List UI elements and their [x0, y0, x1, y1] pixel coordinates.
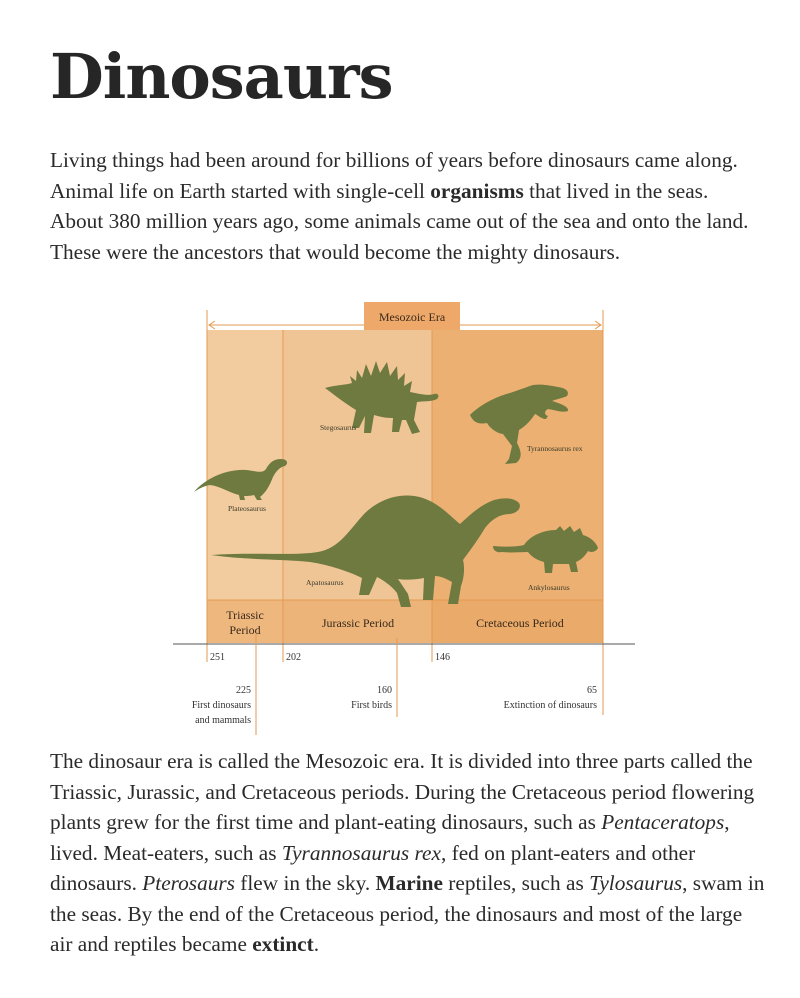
term-extinct: extinct — [252, 932, 314, 956]
tick-146: 146 — [435, 652, 450, 663]
apatosaurus-label: Apatosaurus — [306, 578, 344, 587]
body-text: , fed on plant-eaters and other dinosaurs. — [50, 840, 696, 895]
event-65-year: 65 — [587, 685, 597, 696]
term-organisms: organisms — [430, 178, 524, 203]
intro-text: that lived in the seas. About 380 million years ago, some animals came out of the sea and onto the land. These were the ancestors that would become the mighty dinosaurs. — [50, 178, 749, 264]
body-paragraph — [50, 746, 765, 960]
term-marine: Marine — [375, 871, 443, 895]
intro-paragraph — [50, 145, 765, 267]
triassic-label-line2: Period — [229, 623, 261, 637]
page-title: Dinosaurs — [50, 40, 393, 113]
trex-label: Tyrannosaurus rex — [527, 444, 583, 453]
event-225-line1: First dinosaurs — [191, 700, 251, 711]
event-225-year: 225 — [236, 685, 251, 696]
jurassic-label: Jurassic Period — [321, 616, 395, 630]
triassic-label-line1: Triassic — [226, 608, 264, 622]
tick-202: 202 — [286, 652, 301, 663]
body-text: The dinosaur era is called the Mesozoic era. It is divided into three parts called the Triassic, Jurassic, and Cretaceous periods. During the Cretaceous period flowering plants grew for the first time and plant-eating dinosaurs, such as — [50, 749, 755, 834]
body-text: reptiles, such as — [442, 871, 590, 895]
mesozoic-timeline-diagram — [0, 290, 800, 740]
event-160-line1: First birds — [351, 700, 392, 711]
event-leaders — [256, 633, 397, 735]
body-text: flew in the sky. — [234, 871, 376, 895]
stegosaurus-label: Stegosaurus — [320, 423, 357, 432]
body-text: , swam in the seas. By the end of the Cretaceous period, the dinosaurs and most of the large air and reptiles became — [50, 871, 765, 956]
event-160-year: 160 — [377, 685, 392, 696]
body-text: . — [313, 932, 320, 956]
ankylosaurus-label: Ankylosaurus — [528, 583, 570, 592]
tick-251: 251 — [210, 652, 225, 663]
term-pterosaurs: Pterosaurs — [142, 871, 235, 895]
event-65-line1: Extinction of dinosaurs — [503, 700, 597, 711]
cretaceous-label: Cretaceous Period — [476, 616, 564, 630]
era-label: Mesozoic Era — [378, 310, 446, 324]
term-pentaceratops: Pentaceratops — [601, 810, 725, 834]
term-tylosaurus: Tylosaurus — [589, 871, 683, 895]
body-text: , lived. Meat-eaters, such as — [50, 810, 730, 865]
plateosaurus-label: Plateosaurus — [228, 504, 266, 513]
event-225-line2: and mammals — [195, 715, 251, 726]
intro-text: Living things had been around for billions of years before dinosaurs came along. Animal life on Earth started with single-cell — [50, 148, 738, 203]
term-tyrannosaurus: Tyrannosaurus rex — [281, 840, 441, 865]
